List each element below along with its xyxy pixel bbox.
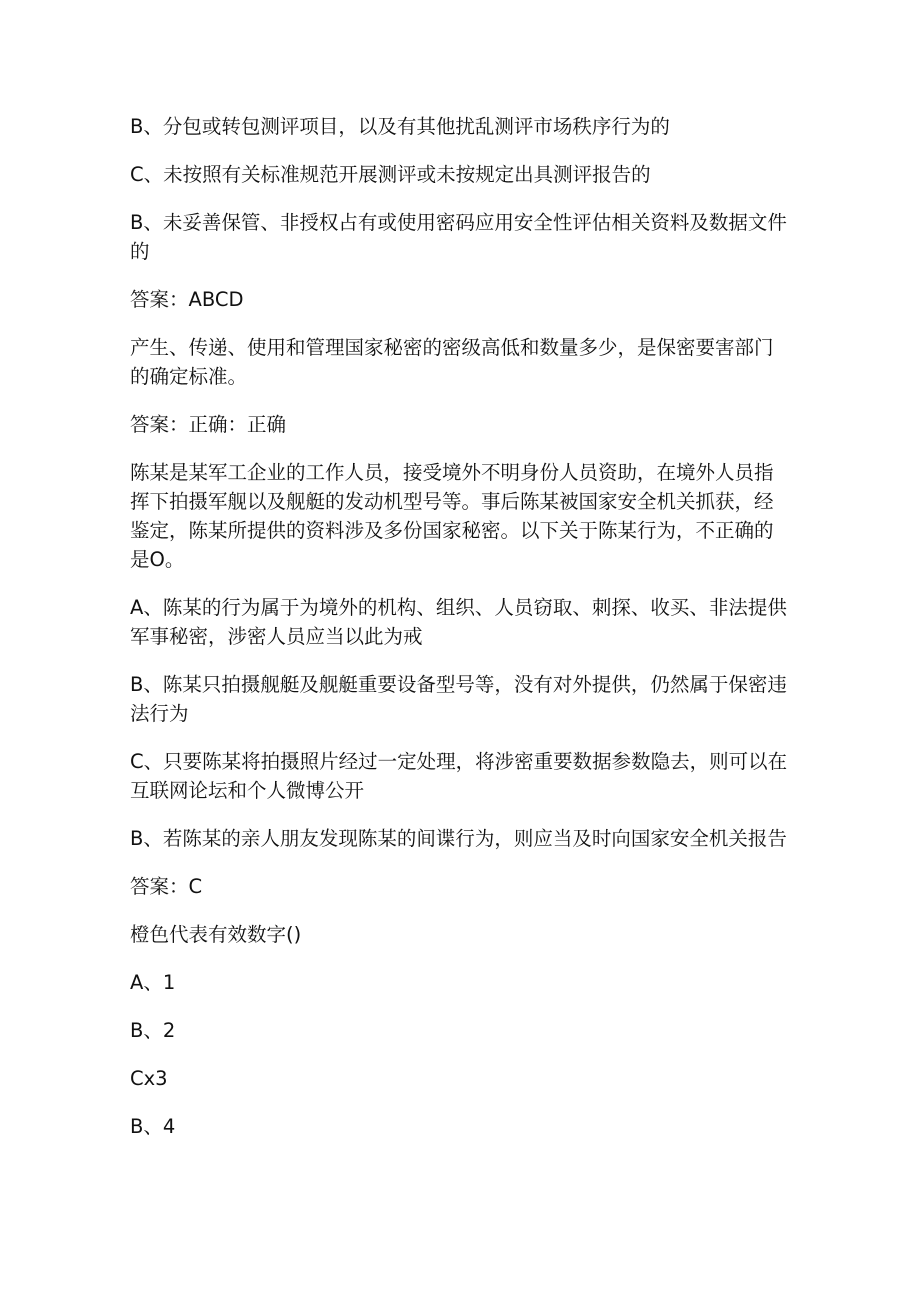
answer-c: 答案：C <box>130 875 203 898</box>
question-secret-level: 产生、传递、使用和管理国家秘密的密级高低和数量多少，是保密要害部门的确定标准。 <box>130 336 774 388</box>
option-b-2: B、2 <box>130 1019 176 1042</box>
option-b-chen: B、陈某只拍摄舰艇及舰艇重要设备型号等，没有对外提供，仍然属于保密违法行为 <box>130 673 787 725</box>
option-a-chen: A、陈某的行为属于为境外的机构、组织、人员窃取、刺探、收买、非法提供军事秘密，涉密人员应当以此为戒 <box>130 596 787 648</box>
question-chen-case: 陈某是某军工企业的工作人员，接受境外不明身份人员资助，在境外人员指挥下拍摄军舰以及舰艇的发动机型号等。事后陈某被国家安全机关抓获，经鉴定，陈某所提供的资料涉及多份国家秘密。以下关于陈某行为，不正确的是O。 <box>130 461 774 571</box>
option-c-standards: C、未按照有关标准规范开展测评或未按规定出具测评报告的 <box>130 163 651 186</box>
question-orange-digits: 橙色代表有效数字() <box>130 923 302 946</box>
option-b-4: B、4 <box>130 1115 176 1138</box>
option-c-3: Cx3 <box>130 1067 168 1090</box>
answer-true: 答案：正确：正确 <box>130 413 287 436</box>
option-b-subcontract: B、分包或转包测评项目，以及有其他扰乱测评市场秩序行为的 <box>130 115 670 138</box>
option-b-custody: B、未妥善保管、非授权占有或使用密码应用安全性评估相关资料及数据文件的 <box>130 211 787 263</box>
option-c-chen: C、只要陈某将拍摄照片经过一定处理，将涉密重要数据参数隐去，则可以在互联网论坛和个人微博公开 <box>130 750 788 802</box>
option-b-chen-report: B、若陈某的亲人朋友发现陈某的间谍行为，则应当及时向国家安全机关报告 <box>130 827 787 850</box>
option-a-1: A、1 <box>130 971 176 994</box>
answer-abcd: 答案：ABCD <box>130 288 244 311</box>
document-body <box>130 112 790 1141</box>
